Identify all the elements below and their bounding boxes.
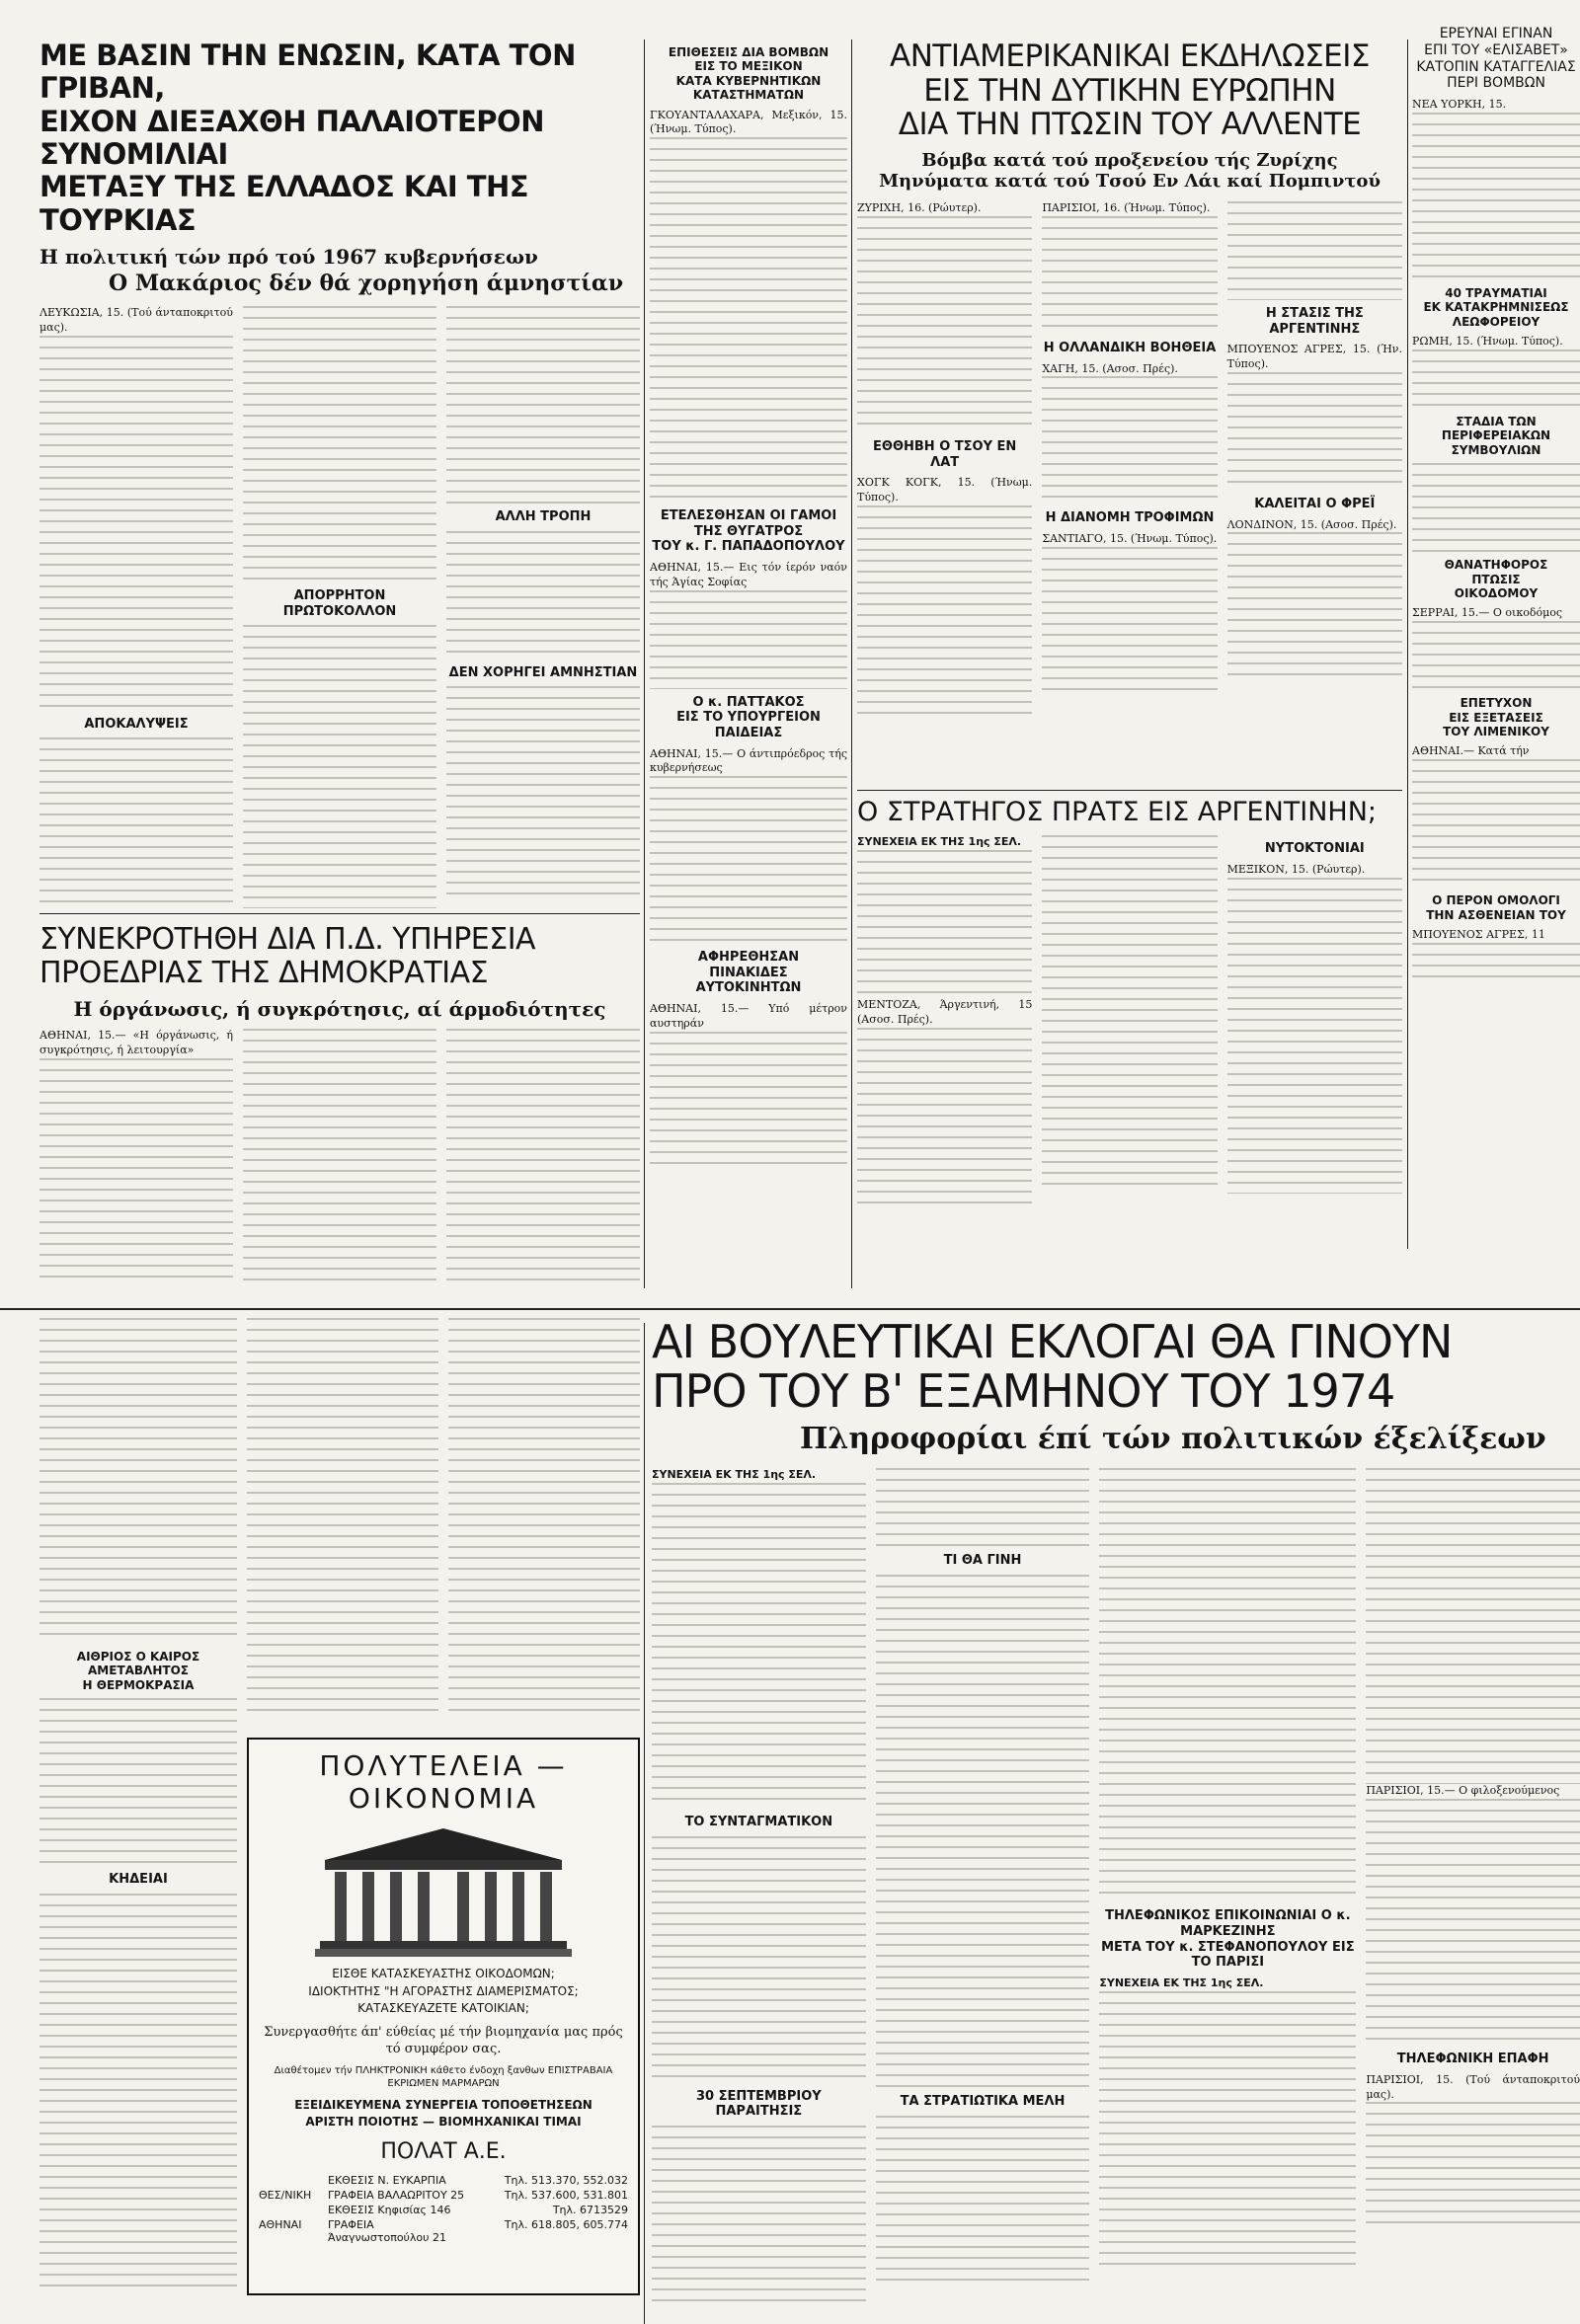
ad-company: ΠΟΛΑΤ Α.Ε. <box>380 2138 507 2164</box>
cyprus-subheadline: Η πολιτική τών πρό τού 1967 κυβερνήσεων <box>40 245 538 270</box>
markezinis-headline <box>1099 1908 1356 1970</box>
parthenon-icon <box>315 1820 572 1959</box>
cyprus-subheadline: Ο Μακάριος δέν θά χορηγήση άμνηστίαν <box>109 271 624 297</box>
article-text-block <box>857 216 1032 433</box>
article-text-block <box>1412 759 1580 888</box>
dateline: ΠΑΡΙΣΙΟΙ, 16. (Ήνωμ. Τύπος). <box>1042 201 1211 215</box>
continuation-label: ΣΥΝΕΧΕΙΑ ΕΚ ΤΗΣ 1ης ΣΕΛ. <box>652 1468 817 1482</box>
ad-contact-city <box>259 2174 328 2187</box>
headline-line: ΠΤΩΣΙΣ <box>1471 572 1521 586</box>
headline-line: ΛΕΩΦΟΡΕΙΟΥ <box>1452 314 1540 329</box>
dateline: ΜΕΞΙΚΟΝ, 15. (Ρώυτερ). <box>1226 862 1366 876</box>
article-text-block <box>1227 372 1402 491</box>
section-subhead: ΑΠΟΚΑΛΥΨΕΙΣ <box>84 716 189 732</box>
presidency-subheadline: Η όργάνωσις, ή συγκρότησις, αί άρμοδιότητες <box>73 997 606 1022</box>
headline-line: ΕΠΕΤΥΧΟΝ <box>1460 696 1533 711</box>
ad-contact-list <box>249 2174 638 2244</box>
column-rule <box>1407 39 1408 1249</box>
article-text-block <box>652 1483 866 1809</box>
headline-line: ΕΙΣ ΤΟ ΥΠΟΥΡΓΕΙΟΝ <box>676 710 821 726</box>
headline-line: ΟΙΚΟΔΟΜΟΥ <box>1454 586 1539 600</box>
presidency-article <box>40 923 640 1308</box>
headline-line: ΕΡΕΥΝΑΙ ΕΓΙΝΑΝ <box>1439 26 1553 41</box>
omologi-headline <box>1412 893 1580 922</box>
article-text-block <box>446 306 640 504</box>
regional-headline <box>1412 415 1580 457</box>
article-text-block <box>446 686 640 903</box>
headline-line: ΑΥΤΟΚΙΝΗΤΩΝ <box>695 980 802 996</box>
section-subhead: 30 ΣΕΠΤΕΜΒΡΙΟΥ ΠΑΡΑΙΤΗΣΙΣ <box>695 2088 822 2120</box>
headline-line: ΜΕΤΑ ΤΟΥ κ. ΣΤΕΦΑΝΟΠΟΥΛΟΥ ΕΙΣ ΤΟ ΠΑΡΙΣΙ <box>1101 1939 1355 1971</box>
article-text-block <box>1227 532 1402 680</box>
ad-text: ΚΑΤΑΣΚΕΥΑΖΕΤΕ ΚΑΤΟΙΚΙΑΝ; <box>357 2001 529 2016</box>
ad-text: ΕΞΕΙΔΙΚΕΥΜΕΝΑ ΣΥΝΕΡΓΕΙΑ ΤΟΠΟΘΕΤΗΣΕΩΝ <box>294 2097 592 2112</box>
headline-line: ΤΟΥ ΛΙΜΕΝΙΚΟΥ <box>1443 725 1549 739</box>
advertisement <box>247 1738 640 2295</box>
column-rule <box>644 1323 645 2324</box>
dateline: ΑΘΗΝΑΙ, 15.— Υπό μέτρον αυστηράν <box>650 1001 847 1030</box>
narrow-column <box>650 39 847 1288</box>
section-subhead: ΤΑ ΣΤΡΑΤΙΩΤΙΚΑ ΜΕΛΗ <box>900 2093 1066 2109</box>
dateline: ΧΑΓΗ, 15. (Ασοσ. Πρές). <box>1042 361 1178 375</box>
headline-line: ΜΕ ΒΑΣΙΝ ΤΗΝ ΕΝΩΣΙΝ, ΚΑΤΑ ΤΟΝ ΓΡΙΒΑΝ, <box>40 39 576 106</box>
anti-american-headline <box>857 39 1402 142</box>
dateline: ΜΠΟΥΕΝΟΣ ΑΓΡΕΣ, 15. (Ήν. Τύπος). <box>1226 343 1402 371</box>
ad-contact-city: ΘΕΣ/ΝΙΚΗ <box>259 2189 312 2203</box>
headline-line: ΠΕΡΙ ΒΟΜΒΩΝ <box>1447 75 1545 92</box>
headline-line: Ο ΠΕΡΟΝ ΟΜΟΛΟΓΙ <box>1432 893 1560 908</box>
article-text-block <box>1366 1799 1580 2046</box>
article-text-block <box>650 776 847 944</box>
mexico-headline <box>650 45 847 103</box>
dateline: ΝΕΑ ΥΟΡΚΗ, 15. <box>1412 98 1507 112</box>
headline-line: ΣΤΑΔΙΑ ΤΩΝ <box>1456 415 1537 429</box>
exams-headline <box>1412 696 1580 738</box>
article-text-block <box>1412 463 1580 552</box>
dateline: ΜΠΟΥΕΝΟΣ ΑΓΡΕΣ, 11 <box>1412 928 1545 942</box>
article-text-block <box>876 2116 1090 2284</box>
headline-line: ΚΑΤΟΠΙΝ ΚΑΤΑΓΓΕΛΙΑΣ <box>1416 58 1576 75</box>
article-text-block <box>1227 201 1402 300</box>
headline-line: ΤΗΝ ΑΣΘΕΝΕΙΑΝ ΤΟΥ <box>1426 907 1566 922</box>
headline-line: ΤΗΣ ΘΥΓΑΤΡΟΣ <box>693 523 804 539</box>
section-subhead: ΤΙ ΘΑ ΓΙΝΗ <box>943 1553 1022 1569</box>
article-text-block <box>247 1318 438 1713</box>
elections-article <box>652 1318 1580 2324</box>
headline-line: Ο κ. ΠΑΤΤΑΚΟΣ <box>692 694 805 710</box>
ad-title: ΠΟΛΥΤΕΛΕΙΑ — ΟΙΚΟΝΟΜΙΑ <box>319 1749 568 1815</box>
headline-line: ΚΑΤΑΣΤΗΜΑΤΩΝ <box>692 88 805 103</box>
headline-line: ΠΡΟ ΤΟΥ Β' ΕΞΑΜΗΝΟΥ ΤΟΥ 1974 <box>652 1363 1395 1418</box>
article-text-block <box>1412 943 1580 982</box>
dateline: ΠΑΡΙΣΙΟΙ, 15. (Τού άνταποκριτού μας). <box>1366 2072 1580 2101</box>
headline-line: ΕΤΕΛΕΣΘΗΣΑΝ ΟΙ ΓΑΜΟΙ <box>660 508 837 524</box>
article-text-block <box>40 737 233 905</box>
headline-line: ΑΙ ΒΟΥΛΕΥΤΙΚΑΙ ΕΚΛΟΓΑΙ ΘΑ ΓΙΝΟΥΝ <box>652 1318 1453 1368</box>
article-text-block <box>1042 216 1217 335</box>
cyprus-article <box>40 39 640 908</box>
dateline: ΓΚΟΥΑΝΤΑΛΑΧΑΡΑ, Μεξικόν, 15. (Ήνωμ. Τύπος). <box>650 108 847 136</box>
ad-contact-city: ΑΘΗΝΑΙ <box>259 2218 302 2232</box>
column-rule <box>851 39 852 1288</box>
dateline: ΖΥΡΙΧΗ, 16. (Ρώυτερ). <box>857 201 982 215</box>
anti-american-article <box>857 39 1402 790</box>
section-subhead: Η ΟΛΛΑΝΔΙΚΗ ΒΟΗΘΕΙΑ <box>1043 341 1217 355</box>
elections-headline <box>652 1318 1580 1416</box>
search-headline <box>1412 26 1580 92</box>
headline-line: ΑΙΘΡΙΟΣ Ο ΚΑΙΡΟΣ <box>76 1650 200 1664</box>
dateline: ΧΟΓΚ ΚΟΓΚ, 15. (Ήνωμ. Τύπος). <box>857 476 1033 504</box>
article-text-block <box>650 137 847 503</box>
cyprus-headline <box>40 39 640 237</box>
article-text-block <box>40 1318 237 1644</box>
fatal-fall-headline <box>1412 558 1580 600</box>
article-text-block <box>243 306 436 582</box>
continuation-label: ΣΥΝΕΧΕΙΑ ΕΚ ΤΗΣ 1ης ΣΕΛ. <box>1099 1975 1264 1989</box>
weather-headline <box>40 1650 237 1692</box>
headline-line: ΣΥΜΒΟΥΛΙΩΝ <box>1451 442 1541 457</box>
column-rule <box>644 39 645 1288</box>
ad-contact-phone: Τηλ. 618.805, 605.774 <box>504 2218 628 2232</box>
ad-text: ΑΡΙΣΤΗ ΠΟΙΟΤΗΣ — ΒΙΟΜΗΧΑΝΙΚΑΙ ΤΙΜΑΙ <box>305 2115 582 2130</box>
headline-line: ΣΥΝΕΚΡΟΤΗΘΗ ΔΙΑ Π.Δ. ΥΠΗΡΕΣΙΑ <box>40 923 536 957</box>
headline-line: ΠΙΝΑΚΙΔΕΣ <box>709 965 788 980</box>
prats-headline: Ο ΣΤΡΑΤΗΓΟΣ ΠΡΑΤΣ ΕΙΣ ΑΡΓΕΝΤΙΝΗΝ; <box>857 798 1378 827</box>
headline-line: ΕΙΧΟΝ ΔΙΕΞΑΧΘΗ ΠΑΛΑΙΟΤΕΡΟΝ ΣΥΝΟΜΙΛΙΑΙ <box>40 104 544 172</box>
article-text-block <box>1412 621 1580 690</box>
article-text-block <box>1042 547 1217 695</box>
article-text-block <box>1042 376 1217 504</box>
headline-line: ΕΠΙΘΕΣΕΙΣ ΔΙΑ ΒΟΜΒΩΝ <box>668 45 830 59</box>
ad-contact-phone: Τηλ. 6713529 <box>552 2204 628 2217</box>
plates-headline <box>650 950 847 996</box>
article-text-block <box>40 1058 233 1285</box>
article-text-block <box>876 1575 1090 2088</box>
ad-contact-row <box>259 2189 628 2202</box>
dateline: ΑΘΗΝΑΙ, 15.— «Η όργάνωσις, ή συγκρότησις, ή λειτουργία» <box>40 1029 233 1057</box>
headline-line: ΔΙΑ ΤΗΝ ΠΤΩΣΙΝ ΤΟΥ ΑΛΛΕΝΤΕ <box>898 107 1362 143</box>
section-subhead: ΤΗΛΕΦΩΝΙΚΗ ΕΠΑΦΗ <box>1396 2052 1549 2067</box>
ad-contact-phone: Τηλ. 513.370, 552.032 <box>504 2174 628 2188</box>
section-divider <box>0 1308 1580 1310</box>
article-text-block <box>446 1029 640 1285</box>
presidency-headline <box>40 923 640 989</box>
headline-line: ΤΟΥ κ. Γ. ΠΑΠΑΔΟΠΟΥΛΟΥ <box>652 539 845 555</box>
article-text-block <box>1412 349 1580 409</box>
dateline: ΣΕΡΡΑΙ, 15.— Ο οικοδόμος <box>1412 606 1563 620</box>
wedding-headline <box>650 508 847 555</box>
ad-text: ΕΙΣΘΕ ΚΑΤΑΣΚΕΥΑΣΤΗΣ ΟΙΚΟΔΟΜΩΝ; <box>332 1967 555 1980</box>
headline-line: ΠΕΡΙΦΕΡΕΙΑΚΩΝ <box>1441 428 1551 443</box>
ad-contact-label: ΓΡΑΦΕΙΑ Άναγνωστοπούλου 21 <box>328 2218 447 2245</box>
pattakos-headline <box>650 695 847 741</box>
headline-line: ΕΙΣ ΤΗΝ ΔΥΤΙΚΗΝ ΕΥΡΩΠΗΝ <box>923 72 1336 109</box>
article-text-block <box>1227 878 1402 1194</box>
headline-line: ΠΑΙΔΕΙΑΣ <box>714 725 783 740</box>
article-text-block <box>857 1028 1032 1205</box>
article-text-block <box>1099 1991 1356 2268</box>
article-text-block <box>40 1698 237 1866</box>
section-divider <box>857 790 1402 791</box>
section-subhead: ΤΟ ΣΥΝΤΑΓΜΑΤΙΚΟΝ <box>684 1815 833 1830</box>
article-text-block <box>1366 2102 1580 2230</box>
injured-headline <box>1412 286 1580 329</box>
bottom-left-column <box>40 1318 237 2305</box>
article-text-block <box>40 336 233 711</box>
dateline: ΑΘΗΝΑΙ.— Κατά τήν <box>1412 744 1530 758</box>
article-text-block <box>1412 113 1580 280</box>
article-text-block <box>652 1836 866 2083</box>
right-column <box>1412 20 1580 1254</box>
section-subhead: ΕΘΘΗΒΗ Ο ΤΣΟΥ ΕΝ ΛΑΤ <box>873 439 1017 470</box>
article-text-block <box>650 1032 847 1170</box>
article-text-block <box>876 1468 1090 1547</box>
headline-line: ΕΙΣ ΕΞΕΤΑΣΕΙΣ <box>1449 710 1543 725</box>
article-text-block <box>243 625 436 908</box>
headline-line: ΘΑΝΑΤΗΦΟΡΟΣ <box>1444 558 1548 573</box>
article-text-block <box>1366 1468 1580 1784</box>
dateline: ΑΘΗΝΑΙ, 15.— Ο άντιπρόεδρος τής κυβερνήσεως <box>650 746 847 775</box>
article-text-block <box>446 531 640 659</box>
elections-subheadline: Πληροφορίαι έπί τών πολιτικών έξελίξεων <box>800 1422 1546 1457</box>
ad-contact-row <box>259 2174 628 2187</box>
presidency-continued <box>247 1318 640 1733</box>
section-subhead: ΑΠΟΡΡΗΤΟΝ ΠΡΩΤΟΚΟΛΛΟΝ <box>282 588 397 619</box>
article-text-block <box>650 590 847 689</box>
ad-text: ΙΔΙΟΚΤΗΤΗΣ "Η ΑΓΟΡΑΣΤΗΣ ΔΙΑΜΕΡΙΣΜΑΤΟΣ; <box>308 1983 579 1998</box>
section-subhead: ΚΑΛΕΙΤΑΙ Ο ΦΡΕΪ <box>1254 497 1376 512</box>
article-text-block <box>448 1318 640 1713</box>
dateline: ΛΟΝΔΙΝΟΝ, 15. (Ασοσ. Πρές). <box>1226 517 1397 531</box>
dateline: ΑΘΗΝΑΙ, 15.— Εις τόν ίερόν ναόν τής Άγίας Σοφίας <box>650 561 847 588</box>
dateline: ΡΩΜΗ, 15. (Ήνωμ. Τύπος). <box>1412 335 1563 349</box>
dateline: ΠΑΡΙΣΙΟΙ, 15.— Ο φιλοξενούμενος <box>1366 1784 1560 1798</box>
headline-line: ΠΡΟΕΔΡΙΑΣ ΤΗΣ ΔΗΜΟΚΡΑΤΙΑΣ <box>40 955 489 990</box>
section-subhead: Η ΣΤΑΣΙΣ ΤΗΣ ΑΡΓΕΝΤΙΝΗΣ <box>1265 306 1364 337</box>
prats-article <box>857 798 1402 1262</box>
ad-contact-city <box>259 2204 328 2216</box>
article-text-block <box>857 505 1032 723</box>
article-text-block <box>857 850 1032 998</box>
section-subhead: ΑΛΛΗ ΤΡΟΠΗ <box>495 509 592 525</box>
article-text-block <box>1042 835 1217 1191</box>
dateline: ΣΑΝΤΙΑΓΟ, 15. (Ήνωμ. Τύπος). <box>1042 532 1218 546</box>
headline-line: ΕΙΣ ΤΟ ΜΕΞΙΚΟΝ <box>694 59 803 74</box>
ad-contact-label: ΓΡΑΦΕΙΑ ΒΑΛΑΩΡΙΤΟΥ 25 <box>328 2189 465 2203</box>
article-text-block <box>652 2126 866 2303</box>
ad-contact-phone: Τηλ. 537.600, 531.801 <box>504 2189 628 2203</box>
article-text-block <box>1099 1468 1356 1902</box>
ad-contact-row <box>259 2218 628 2244</box>
dateline: ΛΕΥΚΩΣΙΑ, 15. (Τού άνταποκριτού μας). <box>40 306 233 334</box>
article-text-block <box>243 1029 436 1285</box>
anti-american-subheadline: Μηνύματα κατά τού Τσού Εν Λάι καί Πομπιντού <box>879 171 1381 193</box>
headline-line: ΑΦΗΡΕΘΗΣΑΝ <box>697 950 800 966</box>
headline-line: 40 ΤΡΑΥΜΑΤΙΑΙ <box>1445 286 1547 301</box>
headline-line: ΚΑΤΑ ΚΥΒΕΡΝΗΤΙΚΩΝ <box>675 73 822 88</box>
funerals-headline: ΚΗΔΕΙΑΙ <box>109 1872 168 1888</box>
headline-line: Η ΘΕΡΜΟΚΡΑΣΙΑ <box>82 1677 195 1692</box>
headline-line: ΑΝΤΙΑΜΕΡΙΚΑΝΙΚΑΙ ΕΚΔΗΛΩΣΕΙΣ <box>890 39 1370 74</box>
ad-contact-label: ΕΚΘΕΣΙΣ Ν. ΕΥΚΑΡΠΙΑ <box>328 2174 446 2188</box>
ad-text: Διαθέτομεν τήν ΠΛΗΚΤΡΟΝΙΚΗ κάθετο ένδοχη ξανθων ΕΠΙΣΤΡΑΒΑΙΑ ΕΚΡΙΩΜΕΝ ΜΑΡΜΑΡΩΝ <box>274 2064 613 2089</box>
ad-contact-label: ΕΚΘΕΣΙΣ Κηφισίας 146 <box>328 2204 451 2217</box>
section-subhead: ΝΥΤΟΚΤΟΝΙΑΙ <box>1264 841 1365 857</box>
anti-american-subheadline: Βόμβα κατά τού προξενείου τής Ζυρίχης <box>921 150 1338 172</box>
section-subhead: Η ΔΙΑΝΟΜΗ ΤΡΟΦΙΜΩΝ <box>1045 510 1215 526</box>
article-text-block <box>40 1894 237 2288</box>
headline-line: ΤΗΛΕΦΩΝΙΚΟΣ ΕΠΙΚΟΙΝΩΝΙΑΙ Ο κ. ΜΑΡΚΕΖΙΝΗΣ <box>1105 1908 1351 1939</box>
continuation-label: ΣΥΝΕΧΕΙΑ ΕΚ ΤΗΣ 1ης ΣΕΛ. <box>857 835 1022 849</box>
headline-line: ΜΕΤΑΞΥ ΤΗΣ ΕΛΛΑΔΟΣ ΚΑΙ ΤΗΣ ΤΟΥΡΚΙΑΣ <box>40 170 529 237</box>
dateline: ΜΕΝΤΟΖΑ, Άργεντινή, 15 (Ασοσ. Πρές). <box>857 998 1033 1026</box>
section-subhead: ΔΕΝ ΧΟΡΗΓΕΙ ΑΜΝΗΣΤΙΑΝ <box>448 664 638 680</box>
ad-text: Συνεργασθήτε άπ' εύθείας μέ τήν βιομηχανία μας πρός τό συμφέρον σας. <box>264 2024 623 2056</box>
headline-line: ΕΚ ΚΑΤΑΚΡΗΜΝΙΣΕΩΣ <box>1423 300 1569 315</box>
headline-line: ΑΜΕΤΑΒΛΗΤΟΣ <box>88 1664 189 1678</box>
section-divider <box>40 913 640 914</box>
ad-contact-row <box>259 2204 628 2216</box>
headline-line: ΕΠΙ ΤΟΥ «ΕΛΙΣΑΒΕΤ» <box>1424 41 1568 58</box>
